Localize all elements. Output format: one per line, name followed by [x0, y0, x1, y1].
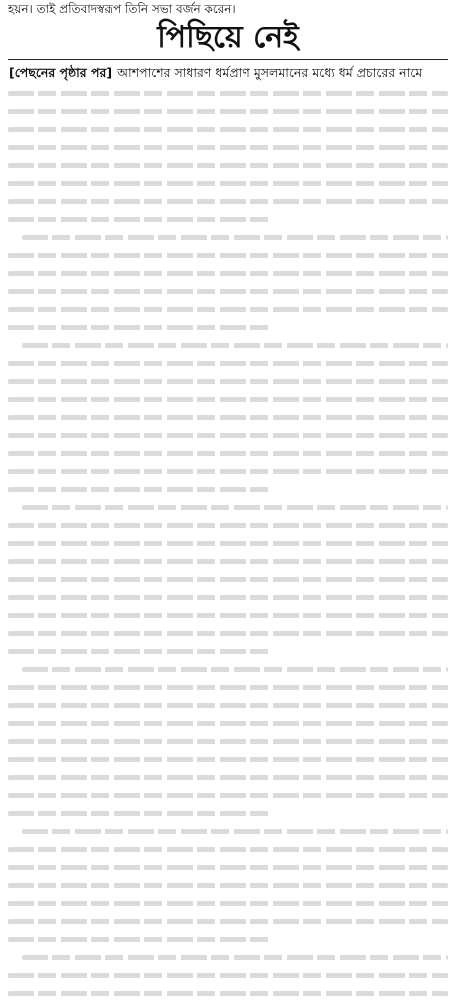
- article-body-line: [8, 624, 448, 642]
- article-body-line: [8, 354, 448, 372]
- article-body-line: [8, 552, 448, 570]
- article-body-line: [8, 570, 448, 588]
- article-body-line: [8, 120, 448, 138]
- article-body-line: [8, 606, 448, 624]
- article-body-line: [8, 264, 448, 282]
- article-body-line: [8, 156, 448, 174]
- article-body-line: [8, 642, 448, 660]
- article-body-line: [8, 462, 448, 480]
- article-body-line: [8, 876, 448, 894]
- previous-article-fragment: হয়ন। তাই প্রতিবাদস্বরূপ তিনি সভা বর্জন করেন।: [8, 2, 236, 16]
- article-body-line: [8, 732, 448, 750]
- article-body-line: [8, 588, 448, 606]
- article-body-line: [8, 930, 448, 948]
- article-body-line: [8, 894, 448, 912]
- article-body-line: [8, 426, 448, 444]
- article-body-line: [8, 174, 448, 192]
- article-body-line: [8, 678, 448, 696]
- article-body-line: [8, 984, 448, 1002]
- article-body-line: [8, 822, 448, 840]
- article-body-line: [8, 210, 448, 228]
- article-body-line: [8, 390, 448, 408]
- article-headline: পিছিয়ে নেই: [157, 20, 299, 55]
- continuation-tag: [পেছনের পৃষ্ঠার পর]: [9, 65, 113, 80]
- article-body-line: [8, 912, 448, 930]
- article-body-line: [8, 228, 448, 246]
- article-body-line: [8, 102, 448, 120]
- article-body-line: [8, 138, 448, 156]
- article-body-line: [8, 84, 448, 102]
- article-body: [8, 84, 448, 1002]
- article-body-line: [8, 534, 448, 552]
- article-body-line: [8, 408, 448, 426]
- article-body-line: [8, 336, 448, 354]
- article-body-line: [8, 318, 448, 336]
- article-body-line: [8, 498, 448, 516]
- article-body-line: [8, 804, 448, 822]
- article-body-line: [8, 480, 448, 498]
- article-body-line: [8, 750, 448, 768]
- article-lead-line: [8, 64, 448, 82]
- article-body-line: [8, 786, 448, 804]
- article-body-line: [8, 282, 448, 300]
- article-body-line: [8, 966, 448, 984]
- article-body-line: [8, 660, 448, 678]
- article-body-line: [8, 714, 448, 732]
- article-body-line: [8, 516, 448, 534]
- article-body-line: [8, 840, 448, 858]
- article-body-line: [8, 246, 448, 264]
- article-body-line: [8, 444, 448, 462]
- article-body-line: [8, 372, 448, 390]
- article-body-line: [8, 858, 448, 876]
- headline-divider: [8, 59, 448, 60]
- article-body-line: [8, 192, 448, 210]
- article-body-line: [8, 948, 448, 966]
- article-body-line: [8, 696, 448, 714]
- article-lead-text: আশপাশের সাধারণ ধর্মপ্রাণ মুসলমানের মধ্যে ধর্ম প্রচারের নামে: [117, 65, 423, 80]
- article-body-line: [8, 300, 448, 318]
- article-body-line: [8, 768, 448, 786]
